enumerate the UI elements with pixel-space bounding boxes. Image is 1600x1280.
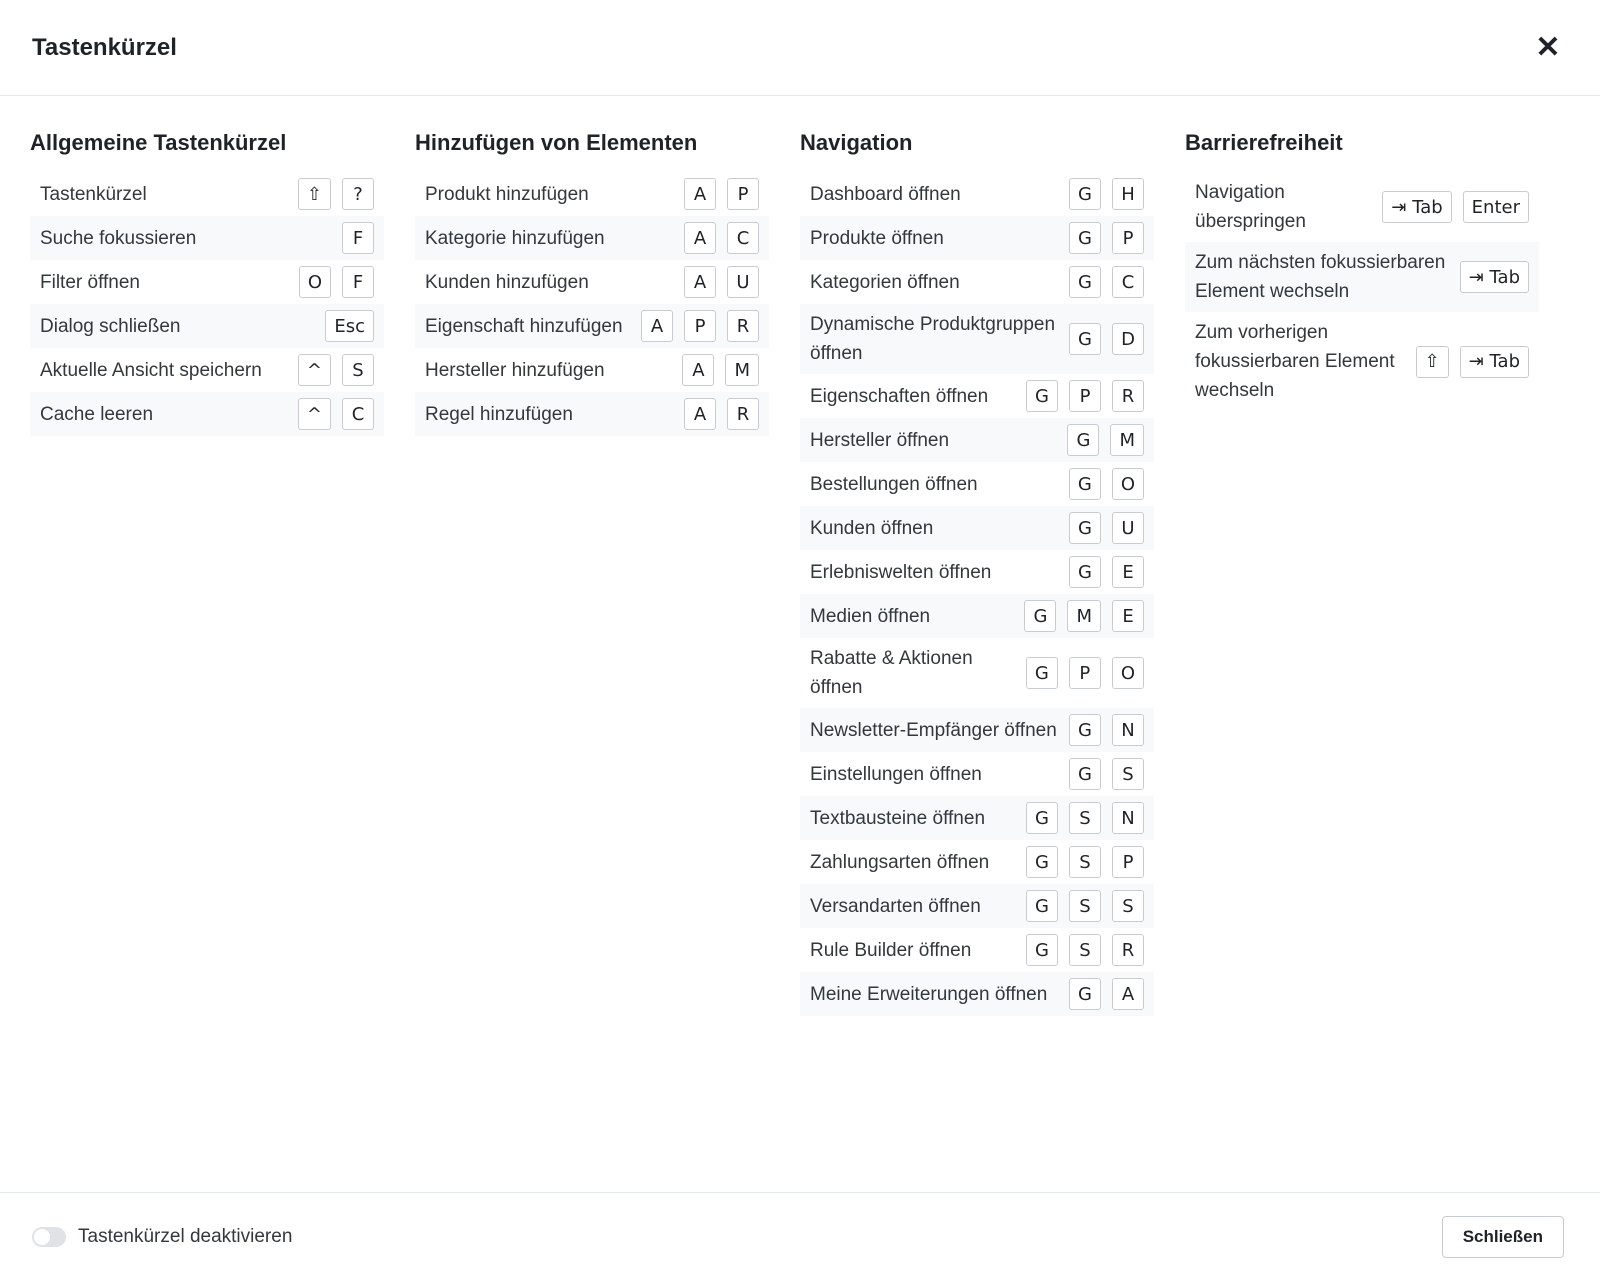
shortcut-label: Produkte öffnen [810, 227, 944, 249]
shortcut-row [800, 638, 1154, 708]
key-cap: A [682, 354, 714, 386]
shortcut-row [30, 172, 384, 216]
shortcut-row [415, 260, 769, 304]
key-cap: E [1112, 600, 1144, 632]
key-cap: M [1067, 600, 1101, 632]
key-cap: A [684, 178, 716, 210]
section-navigation [800, 96, 1185, 1192]
key-cap: P [1069, 380, 1101, 412]
shortcut-keys [1069, 978, 1144, 1010]
shortcut-row [800, 708, 1154, 752]
modal-title: Tastenkürzel [32, 33, 177, 61]
shortcut-row [415, 304, 769, 348]
disable-shortcuts-toggle-group [32, 1226, 292, 1248]
shortcut-keys [684, 266, 759, 298]
key-cap: A [684, 398, 716, 430]
shortcut-label: Cache leeren [40, 403, 154, 425]
shortcut-keys [1069, 758, 1144, 790]
shortcut-keys [1026, 380, 1144, 412]
shortcut-keys [1024, 600, 1144, 632]
key-cap: G [1069, 222, 1101, 254]
shortcut-label: Einstellungen öffnen [810, 763, 982, 785]
shortcut-row [800, 506, 1154, 550]
shortcut-label: Kunden öffnen [810, 517, 934, 539]
close-icon[interactable]: ✕ [1528, 28, 1568, 68]
key-cap: F [342, 266, 374, 298]
shortcut-row [800, 928, 1154, 972]
shortcut-row [415, 172, 769, 216]
key-cap: U [727, 266, 759, 298]
shortcut-row [30, 348, 384, 392]
shortcut-row [800, 374, 1154, 418]
key-cap: G [1026, 890, 1058, 922]
shortcut-row [800, 418, 1154, 462]
shortcut-label: Filter öffnen [40, 271, 140, 293]
key-cap: C [342, 398, 374, 430]
toggle-knob [34, 1229, 50, 1245]
shortcut-keys [299, 266, 374, 298]
shortcut-keys [1067, 424, 1144, 456]
shortcut-label: Rabatte & Aktionen öffnen [810, 648, 973, 698]
key-cap: O [299, 266, 331, 298]
key-cap: G [1069, 178, 1101, 210]
shortcut-row [415, 216, 769, 260]
key-cap: C [1112, 266, 1144, 298]
shortcut-keys [641, 310, 759, 342]
section-general [30, 96, 415, 1192]
disable-shortcuts-toggle[interactable] [32, 1227, 66, 1247]
shortcut-label: Newsletter-Empfänger öffnen [810, 719, 1057, 741]
section-title: Navigation [800, 130, 913, 155]
key-cap: P [1112, 846, 1144, 878]
key-cap: O [1112, 468, 1144, 500]
key-cap: P [1069, 657, 1101, 689]
shortcut-keys [682, 354, 759, 386]
shortcut-keys [298, 178, 374, 210]
shortcut-label: Rule Builder öffnen [810, 939, 972, 961]
shortcut-label: Versandarten öffnen [810, 895, 981, 917]
shortcut-row [800, 216, 1154, 260]
key-cap: S [1069, 934, 1101, 966]
shortcut-keys [1382, 191, 1529, 223]
key-cap: A [641, 310, 673, 342]
key-cap: Enter [1463, 191, 1529, 223]
shortcut-row [800, 752, 1154, 796]
key-cap: S [342, 354, 374, 386]
key-cap: ^ [298, 354, 331, 386]
section-title: Allgemeine Tastenkürzel [30, 130, 287, 155]
shortcut-keys [684, 178, 759, 210]
close-button[interactable]: Schließen [1442, 1216, 1564, 1258]
shortcut-list [415, 172, 769, 436]
key-cap: ? [342, 178, 374, 210]
shortcut-label: Kategorie hinzufügen [425, 227, 605, 249]
shortcut-keys [1069, 512, 1144, 544]
key-cap: P [1112, 222, 1144, 254]
key-cap: G [1026, 934, 1058, 966]
shortcut-keys [298, 354, 374, 386]
shortcut-row [30, 216, 384, 260]
shortcut-label: Kategorien öffnen [810, 271, 960, 293]
key-cap: G [1069, 714, 1101, 746]
modal-footer [0, 1192, 1600, 1280]
shortcut-label: Dashboard öffnen [810, 183, 961, 205]
key-cap: ⇥ Tab [1460, 261, 1529, 293]
key-cap: S [1069, 846, 1101, 878]
key-cap: G [1026, 846, 1058, 878]
toggle-label: Tastenkürzel deaktivieren [78, 1225, 293, 1247]
shortcut-label: Textbausteine öffnen [810, 807, 986, 829]
key-cap: R [727, 310, 759, 342]
shortcut-label: Dialog schließen [40, 315, 181, 337]
shortcut-label: Navigation überspringen [1195, 182, 1306, 232]
key-cap: G [1069, 758, 1101, 790]
shortcut-keys [342, 222, 374, 254]
key-cap: G [1069, 512, 1101, 544]
shortcut-list [800, 172, 1154, 1016]
shortcut-label: Erlebniswelten öffnen [810, 561, 992, 583]
key-cap: U [1112, 512, 1144, 544]
shortcut-row [800, 462, 1154, 506]
shortcut-keys [1460, 261, 1529, 293]
key-cap: G [1069, 323, 1101, 355]
modal-header [0, 0, 1600, 96]
key-cap: O [1112, 657, 1144, 689]
shortcut-keys [1026, 846, 1144, 878]
shortcut-label: Produkt hinzufügen [425, 183, 589, 205]
shortcut-row [800, 172, 1154, 216]
key-cap: G [1067, 424, 1099, 456]
key-cap: G [1024, 600, 1056, 632]
shortcut-row [800, 796, 1154, 840]
shortcut-row [800, 594, 1154, 638]
key-cap: ⇧ [298, 178, 331, 210]
key-cap: C [727, 222, 759, 254]
shortcut-label: Eigenschaften öffnen [810, 385, 989, 407]
key-cap: M [1110, 424, 1144, 456]
section-add-elements [415, 96, 800, 1192]
shortcut-list [1185, 172, 1539, 411]
shortcut-label: Suche fokussieren [40, 227, 197, 249]
shortcut-label: Meine Erweiterungen öffnen [810, 983, 1048, 1005]
shortcut-label: Medien öffnen [810, 605, 931, 627]
shortcut-keys [1069, 266, 1144, 298]
shortcut-row [1185, 312, 1539, 411]
section-title: Hinzufügen von Elementen [415, 130, 698, 155]
shortcut-keys [1069, 178, 1144, 210]
key-cap: P [727, 178, 759, 210]
key-cap: E [1112, 556, 1144, 588]
modal-body [0, 96, 1600, 1192]
shortcut-keys [298, 398, 374, 430]
shortcut-list [30, 172, 384, 436]
key-cap: M [725, 354, 759, 386]
key-cap: G [1026, 802, 1058, 834]
shortcut-label: Kunden hinzufügen [425, 271, 589, 293]
key-cap: R [727, 398, 759, 430]
shortcut-label: Tastenkürzel [40, 183, 147, 205]
key-cap: N [1112, 802, 1144, 834]
shortcut-row [800, 884, 1154, 928]
shortcut-row [800, 550, 1154, 594]
shortcut-keys [1026, 657, 1144, 689]
key-cap: R [1112, 934, 1144, 966]
key-cap: S [1069, 890, 1101, 922]
key-cap: S [1112, 758, 1144, 790]
key-cap: N [1112, 714, 1144, 746]
shortcut-keys [1069, 556, 1144, 588]
shortcut-label: Regel hinzufügen [425, 403, 573, 425]
shortcut-row [800, 840, 1154, 884]
key-cap: Esc [325, 310, 374, 342]
shortcut-label: Eigenschaft hinzufügen [425, 315, 623, 337]
shortcut-label: Zum vorherigen fokussierbaren Element wechseln [1195, 322, 1395, 401]
shortcut-label: Hersteller hinzufügen [425, 359, 605, 381]
key-cap: A [1112, 978, 1144, 1010]
shortcut-label: Dynamische Produktgruppen öffnen [810, 314, 1056, 364]
shortcut-row [800, 260, 1154, 304]
key-cap: G [1026, 657, 1058, 689]
key-cap: ^ [298, 398, 331, 430]
shortcut-label: Zum nächsten fokussierbaren Element wechseln [1195, 252, 1446, 302]
shortcut-row [415, 392, 769, 436]
shortcut-label: Hersteller öffnen [810, 429, 950, 451]
shortcut-keys [1069, 222, 1144, 254]
key-cap: ⇥ Tab [1460, 346, 1529, 378]
shortcut-row [800, 972, 1154, 1016]
key-cap: F [342, 222, 374, 254]
key-cap: R [1112, 380, 1144, 412]
key-cap: S [1112, 890, 1144, 922]
shortcut-keys [1026, 890, 1144, 922]
section-accessibility [1185, 96, 1570, 1192]
shortcut-keys [325, 310, 374, 342]
key-cap: G [1026, 380, 1058, 412]
key-cap: ⇥ Tab [1382, 191, 1451, 223]
shortcut-row [1185, 172, 1539, 242]
section-title: Barrierefreiheit [1185, 130, 1343, 155]
shortcut-row [1185, 242, 1539, 312]
shortcut-keys [1026, 934, 1144, 966]
shortcut-keys [1416, 346, 1529, 378]
shortcut-row [30, 304, 384, 348]
shortcut-keys [1026, 802, 1144, 834]
shortcut-keys [1069, 323, 1144, 355]
shortcut-row [415, 348, 769, 392]
shortcut-row [800, 304, 1154, 374]
key-cap: D [1112, 323, 1144, 355]
shortcut-row [30, 392, 384, 436]
key-cap: S [1069, 802, 1101, 834]
shortcut-label: Zahlungsarten öffnen [810, 851, 990, 873]
key-cap: G [1069, 556, 1101, 588]
shortcut-label: Aktuelle Ansicht speichern [40, 359, 262, 381]
shortcut-keys [684, 222, 759, 254]
shortcut-keys [684, 398, 759, 430]
shortcut-row [30, 260, 384, 304]
key-cap: H [1112, 178, 1144, 210]
key-cap: ⇧ [1416, 346, 1449, 378]
key-cap: G [1069, 468, 1101, 500]
shortcut-label: Bestellungen öffnen [810, 473, 978, 495]
shortcut-keys [1069, 714, 1144, 746]
shortcut-keys [1069, 468, 1144, 500]
key-cap: A [684, 266, 716, 298]
key-cap: P [684, 310, 716, 342]
key-cap: G [1069, 978, 1101, 1010]
key-cap: G [1069, 266, 1101, 298]
key-cap: A [684, 222, 716, 254]
